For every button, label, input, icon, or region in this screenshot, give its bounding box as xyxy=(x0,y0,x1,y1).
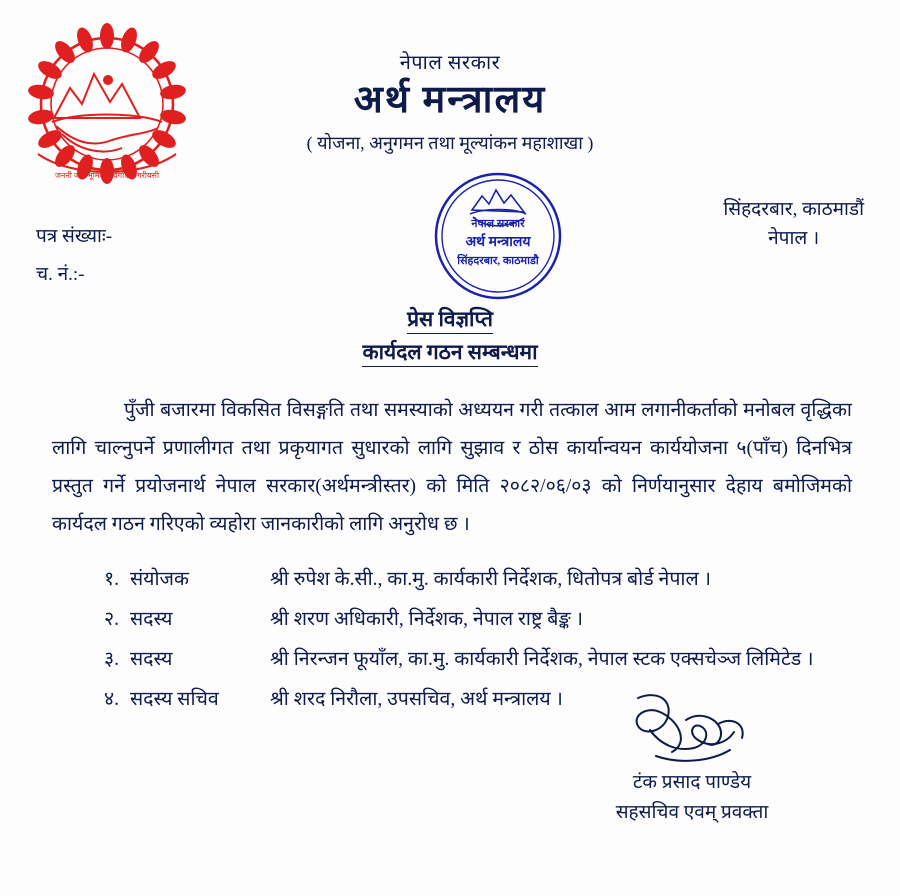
list-item xyxy=(104,600,864,640)
subject-title-text: कार्यदल गठन सम्बन्धमा xyxy=(362,340,537,367)
member-role: सदस्य सचिव xyxy=(130,688,219,710)
address-line-2: नेपाल । xyxy=(768,227,820,249)
member-number: १. xyxy=(104,569,120,590)
member-number: ३. xyxy=(104,648,120,670)
subject-title xyxy=(0,338,900,366)
seal-line-3: सिंहदरबार, काठमाडौ xyxy=(457,255,539,267)
letter-number-label: पत्र संख्याः- xyxy=(36,226,113,247)
member-role: सदस्य xyxy=(130,608,173,630)
signatory-post: सहसचिव एवम् प्रवक्ता xyxy=(615,802,769,824)
member-description: श्री निरन्जन फूयाँल, का.मु. कार्यकारी निर्देशक, नेपाल स्टक एक्सचेञ्ज लिमिटेड । xyxy=(270,648,814,670)
body-paragraph: पुँजी बजारमा विकसित विसङ्गति तथा समस्याको अध्ययन गरी तत्काल आम लगानीकर्ताको मनोबल वृद्धिका लागि चाल्नुपर्ने प्रणालीगत तथा प्रकृयागत सुधारको लागि सुझाव र ठोस कार्यान्वयन कार्ययोजना ५(पाँच) दिनभित्र प्रस्तुत गर्ने प्रयोजनार्थ नेपाल सरकार(अर्थमन्त्रीस्तर) को मिति २०८२/०६/०३ को निर्णयानुसार देहाय बमोजिमको कार्यदल गठन गरिएको व्यहोरा जानकारीको लागि अनुरोध छ । xyxy=(52,400,852,536)
address-line-1: सिंहदरबार, काठमाडौं xyxy=(723,199,864,220)
member-description: श्री शरद निरौला, उपसचिव, अर्थ मन्त्रालय । xyxy=(270,688,563,710)
address-block xyxy=(723,196,864,253)
list-item xyxy=(104,640,864,680)
member-number: ४. xyxy=(104,688,120,710)
member-description: श्री शरण अधिकारी, निर्देशक, नेपाल राष्ट्र बैङ्क । xyxy=(270,608,583,630)
member-role: सदस्य xyxy=(130,648,173,670)
signatory-name: टंक प्रसाद पाण्डेय xyxy=(632,772,752,793)
press-release-title-text: प्रेस विज्ञप्ति xyxy=(407,307,493,334)
ministry-title: अर्थ मन्त्रालय xyxy=(353,79,547,121)
member-role: संयोजक xyxy=(130,569,189,590)
member-number: २. xyxy=(104,608,120,630)
signature-block xyxy=(562,690,822,829)
list-item xyxy=(104,560,864,600)
seal-text-group xyxy=(432,170,564,302)
reference-block xyxy=(36,218,112,294)
seal-line-2: अर्थ मन्त्रालय xyxy=(465,235,531,250)
svg-text:जननी जन्मभूमिश्च स्वर्गादपि गर: जननी जन्मभूमिश्च स्वर्गादपि गरीयसी xyxy=(54,171,160,180)
nepal-national-emblem-icon xyxy=(22,22,192,202)
member-description: श्री रुपेश के.सी., का.मु. कार्यकारी निर्देशक, धितोपत्र बोर्ड नेपाल । xyxy=(270,569,711,590)
seal-line-1: नेपाल सरकार xyxy=(471,218,525,230)
cha-number-label: च. नं.:- xyxy=(36,264,85,285)
government-line: नेपाल सरकार xyxy=(399,52,501,74)
handwritten-signature-icon xyxy=(562,690,822,768)
ministry-round-seal-icon xyxy=(432,170,564,302)
document-header xyxy=(200,48,700,155)
press-release-title xyxy=(0,305,900,333)
department-line: ( योजना, अनुगमन तथा मूल्यांकन महाशाखा ) xyxy=(306,132,594,153)
